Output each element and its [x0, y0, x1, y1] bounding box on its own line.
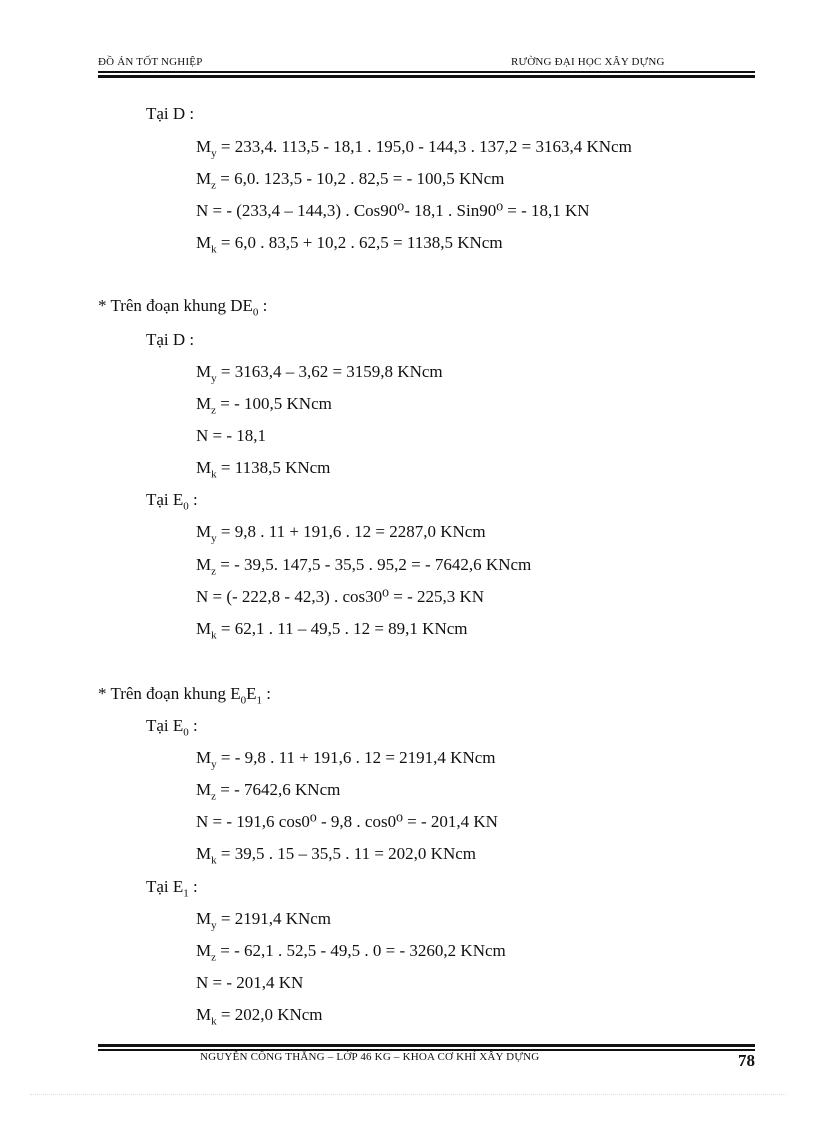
equation-line: $M_z$ = - 39,5. 147,5 - 35,5 . 95,2 = - 7642,6 KNcm — [196, 555, 532, 578]
equation-line: $M_k = 6,0$ . 83,5 + 10,2 . 62,5 = 1138,5 KNcm — [196, 233, 503, 256]
equation-line: N = - (233,4 – 144,3) . Cos90⁰- 18,1 . Sin90⁰ = - 18,1 KN — [196, 201, 590, 220]
equation-line: $M_z$ = - 62,1 . 52,5 - 49,5 . 0 = - 3260,2 KNcm — [196, 941, 506, 964]
equation-line: N = - 191,6 cos0⁰ - 9,8 . cos0⁰ = - 201,4 KN — [196, 812, 498, 831]
text-line: Tại $E_1$ : — [146, 877, 198, 900]
equation-line: $M_y = 2191,4$ KNcm — [196, 909, 332, 932]
equation-line: $M_k = 39,5$ . 15 – 35,5 . 11 = 202,0 KNcm — [196, 844, 476, 867]
page-number: 78 — [738, 1051, 755, 1070]
text-line: Tại $E_0$ : — [146, 716, 198, 739]
section-heading: * Trên đoạn khung $E_0E_1$ : — [98, 684, 271, 707]
dotted-divider — [30, 1094, 786, 1095]
equation-line: $M_k = 62,1$ . 11 – 49,5 . 12 = 89,1 KNcm — [196, 619, 468, 642]
header-rule-thick — [98, 75, 755, 78]
text-line: Tại D : — [146, 104, 195, 123]
footer-rule-thick — [98, 1044, 755, 1047]
equation-line: $M_z = 6,0$. 123,5 - 10,2 . 82,5 = - 100,5 KNcm — [196, 169, 505, 192]
equation-line: $M_y$ = - 9,8 . 11 + 191,6 . 12 = 2191,4 KNcm — [196, 748, 496, 771]
equation-line: N = - 201,4 KN — [196, 973, 304, 992]
equation-line: $M_y = 233,4$. 113,5 - 18,1 . 195,0 - 144,3 . 137,2 = 3163,4 KNcm — [196, 137, 632, 160]
footer-text: NGUYỄN CÔNG THẮNG – LỚP 46 KG – KHOA CƠ KHÍ XÂY DỰNG — [200, 1051, 540, 1063]
text-line: Tại D : — [146, 330, 195, 349]
equation-line: $M_y = 3163,4 - 3,62 = 3159,8$ KNcm — [196, 362, 443, 385]
equation-line: $M_y = 9,8$ . 11 + 191,6 . 12 = 2287,0 KNcm — [196, 522, 486, 545]
equation-line: N = - 18,1 — [196, 426, 267, 445]
header-right: RƯỜNG ĐẠI HỌC XÂY DỰNG — [511, 56, 665, 68]
equation-line: $M_k = 1138,5$ KNcm — [196, 458, 331, 481]
text-line: Tại $E_0$ : — [146, 490, 198, 513]
equation-line: $M_k = 202,0$ KNcm — [196, 1005, 323, 1028]
equation-line: $M_z$ = - 7642,6 KNcm — [196, 780, 341, 803]
section-heading: * Trên đoạn khung $DE_0$ : — [98, 296, 268, 319]
header-left: ĐỒ ÁN TỐT NGHIỆP — [98, 56, 203, 68]
equation-line: N = (- 222,8 - 42,3) . cos30⁰ = - 225,3 KN — [196, 587, 485, 606]
equation-line: $M_z$ = - 100,5 KNcm — [196, 394, 332, 417]
header-rule — [98, 71, 755, 73]
